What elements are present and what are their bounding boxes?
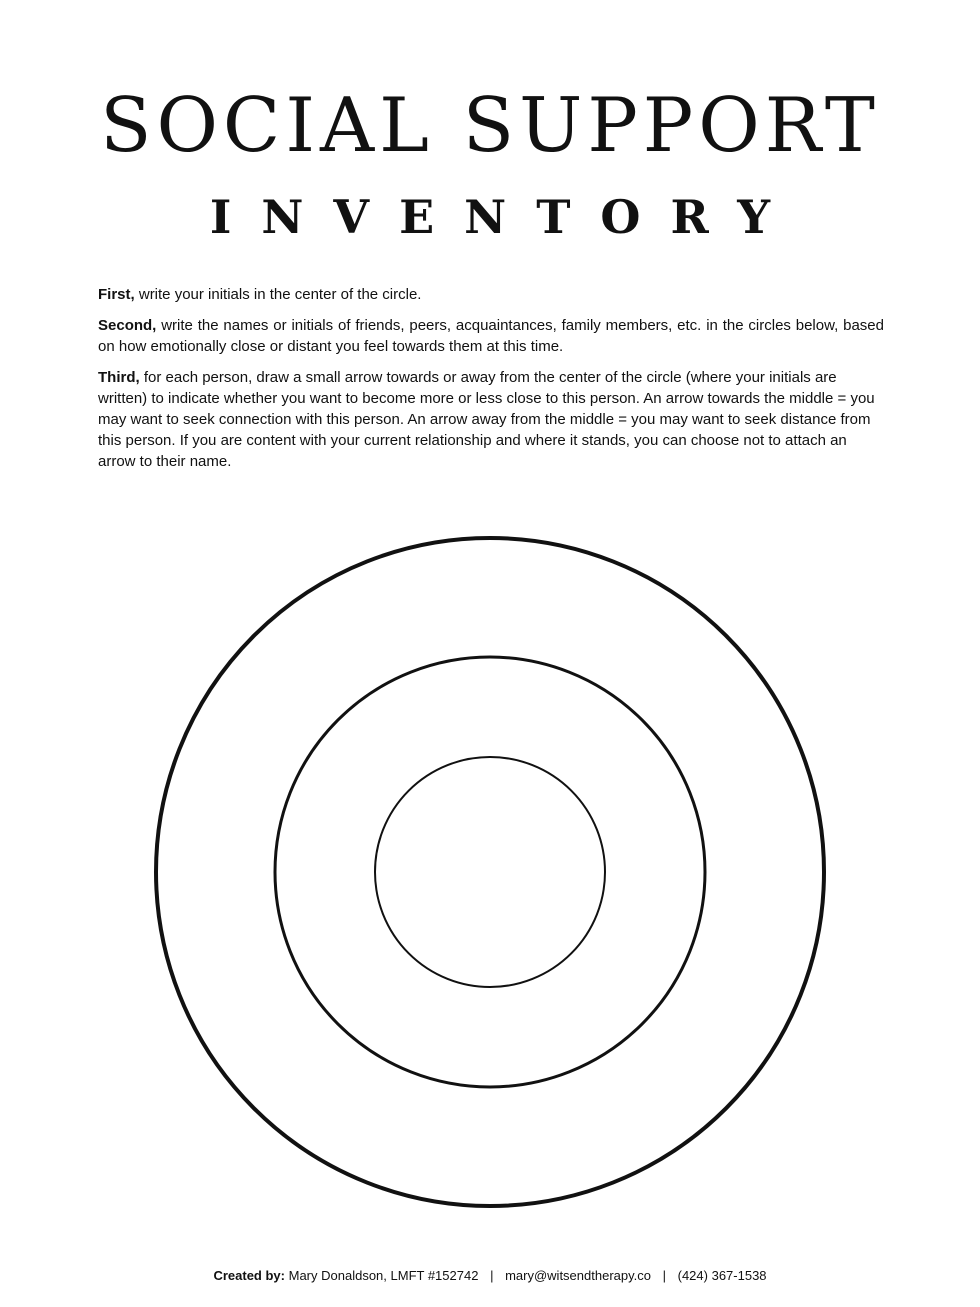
middle-circle[interactable] <box>275 657 705 1087</box>
footer-phone: (424) 367-1538 <box>677 1268 767 1283</box>
footer-separator: | <box>662 1268 666 1283</box>
page-title: SOCIAL SUPPORT <box>100 81 880 169</box>
instruction-second-text: write the names or initials of friends, peers, acquaintances, family members, etc. in the circles below, based on how emotionally close or distant you feel towards them at this time. <box>98 317 884 355</box>
instructions <box>98 284 884 482</box>
instruction-first-text: write your initials in the center of the circle. <box>134 286 422 303</box>
footer-author: Mary Donaldson, LMFT #152742 <box>288 1268 479 1283</box>
instruction-second <box>98 315 884 357</box>
footer-created-by-label: Created by: <box>213 1268 285 1283</box>
concentric-circles-diagram <box>0 500 980 1260</box>
instruction-third-text: for each person, draw a small arrow towards or away from the center of the circle (where your initials are written) to indicate whether you want to become more or less close to this person. An arrow towards the middle = you may want to seek connection with this person. An arrow away from the middle = you may want to seek distance from this person. If you are content with your current relationship and where it stands, you can choose not to attach an arrow to their name. <box>98 369 875 470</box>
instruction-first <box>98 284 884 305</box>
instruction-second-lead: Second, <box>98 317 157 334</box>
inner-circle[interactable] <box>375 757 605 987</box>
footer-separator: | <box>490 1268 494 1283</box>
page-subtitle: INVENTORY <box>209 190 801 244</box>
instruction-third <box>98 367 884 472</box>
instruction-first-lead: First, <box>98 286 135 303</box>
instruction-third-lead: Third, <box>98 369 140 386</box>
footer <box>0 1268 980 1283</box>
footer-email: mary@witsendtherapy.co <box>505 1268 651 1283</box>
outer-circle[interactable] <box>156 538 824 1206</box>
